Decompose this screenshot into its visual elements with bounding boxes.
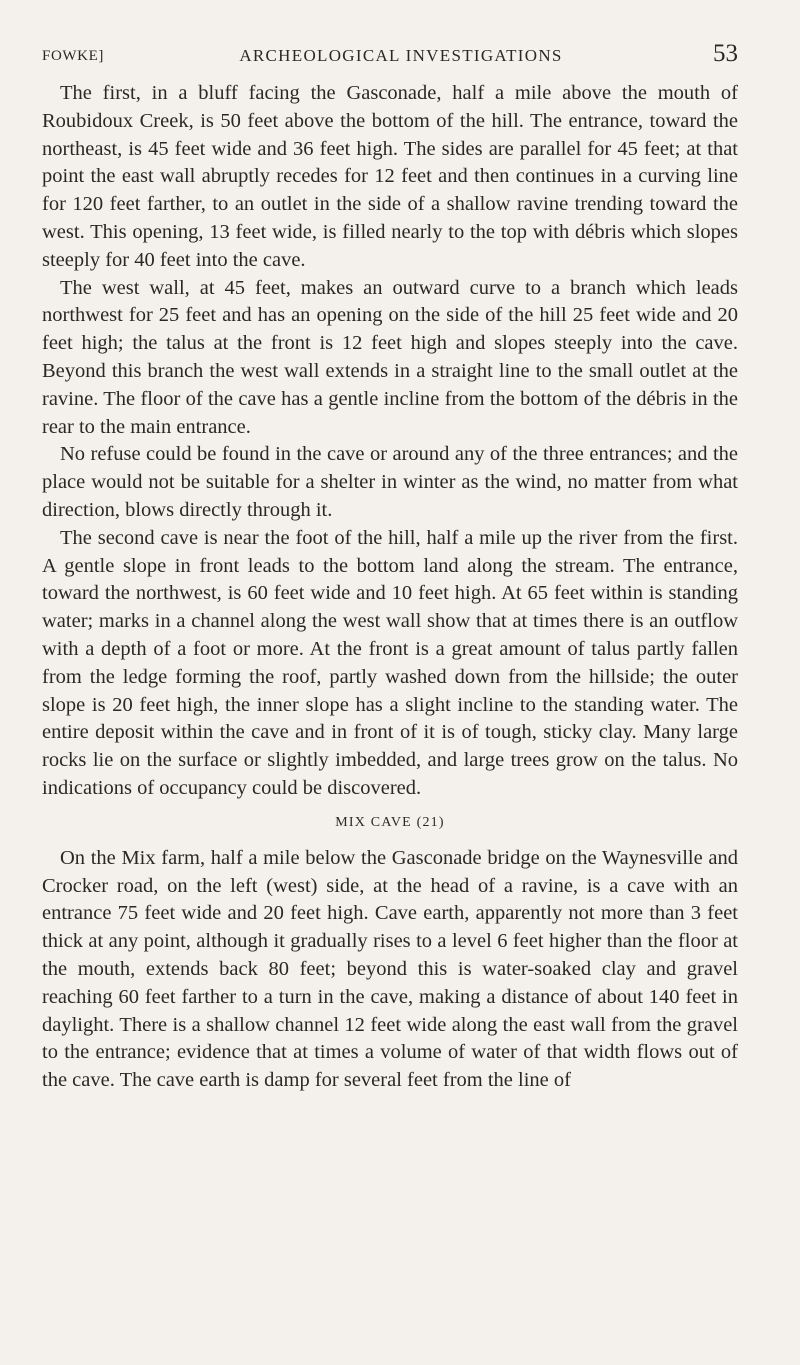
paragraph: The first, in a bluff facing the Gasconade, half a mile above the mouth of Roubidoux Creek, is 50 feet above the bottom of the hill. The entrance, toward the northeast, is 45 feet wide and 36 feet high. The sides are parallel for 45 feet; at that point the east wall abruptly recedes for 12 feet and then continues in a curving line for 120 feet farther, to an outlet in the side of a shallow ravine trending toward the west. This opening, 13 feet wide, is filled nearly to the top with débris which slopes steeply for 40 feet into the cave. <box>42 82 738 271</box>
paragraph: The west wall, at 45 feet, makes an outward curve to a branch which leads northwest for 25 feet and has an opening on the side of the hill 25 feet wide and 20 feet high; the talus at the front is 12 feet high and slopes steeply into the cave. Beyond this branch the west wall extends in a straight line to the small outlet at the ravine. The floor of the cave has a gentle incline from the bottom of the débris in the rear to the main entrance. <box>42 276 738 438</box>
paragraph: The second cave is near the foot of the hill, half a mile up the river from the first. A gentle slope in front leads to the bottom land along the stream. The entrance, toward the northwest, is 60 feet wide and 10 feet high. At 65 feet within is standing water; marks in a channel along the west wall show that at times there is an outflow with a depth of a foot or more. At the front is a great amount of talus partly fallen from the ledge forming the roof, partly washed down from the hillside; the outer slope is 20 feet high, the inner slope has a slight incline to the standing water. The entire deposit within the cave and in front of it is of tough, sticky clay. Many large rocks lie on the surface or slightly imbedded, and large trees grow on the talus. No indications of occupancy could be discovered. <box>42 526 738 799</box>
author-name: FOWKE] <box>42 48 104 64</box>
section-heading: MIX CAVE (21) <box>335 814 445 830</box>
page-number: 53 <box>713 40 738 67</box>
running-title: ARCHEOLOGICAL INVESTIGATIONS <box>239 46 563 65</box>
paragraph: On the Mix farm, half a mile below the Gasconade bridge on the Waynesville and Crocker road, on the left (west) side, at the head of a ravine, is a cave with an entrance 75 feet wide and 20 feet high. Cave earth, apparently not more than 3 feet thick at any point, although it gradually rises to a level 6 feet higher than the floor at the mouth, extends back 80 feet; beyond this is water-soaked clay and gravel reaching 60 feet farther to a turn in the cave, making a distance of about 140 feet in daylight. There is a shallow channel 12 feet wide along the east wall from the gravel to the entrance; evidence that at times a volume of water of that width flows out of the cave. The cave earth is damp for several feet from the line of <box>42 846 738 1092</box>
paragraph: No refuse could be found in the cave or around any of the three entrances; and the place would not be suitable for a shelter in winter as the wind, no matter from what direction, blows directly through it. <box>42 443 738 521</box>
body-text <box>42 80 738 1095</box>
page-header <box>42 42 738 72</box>
